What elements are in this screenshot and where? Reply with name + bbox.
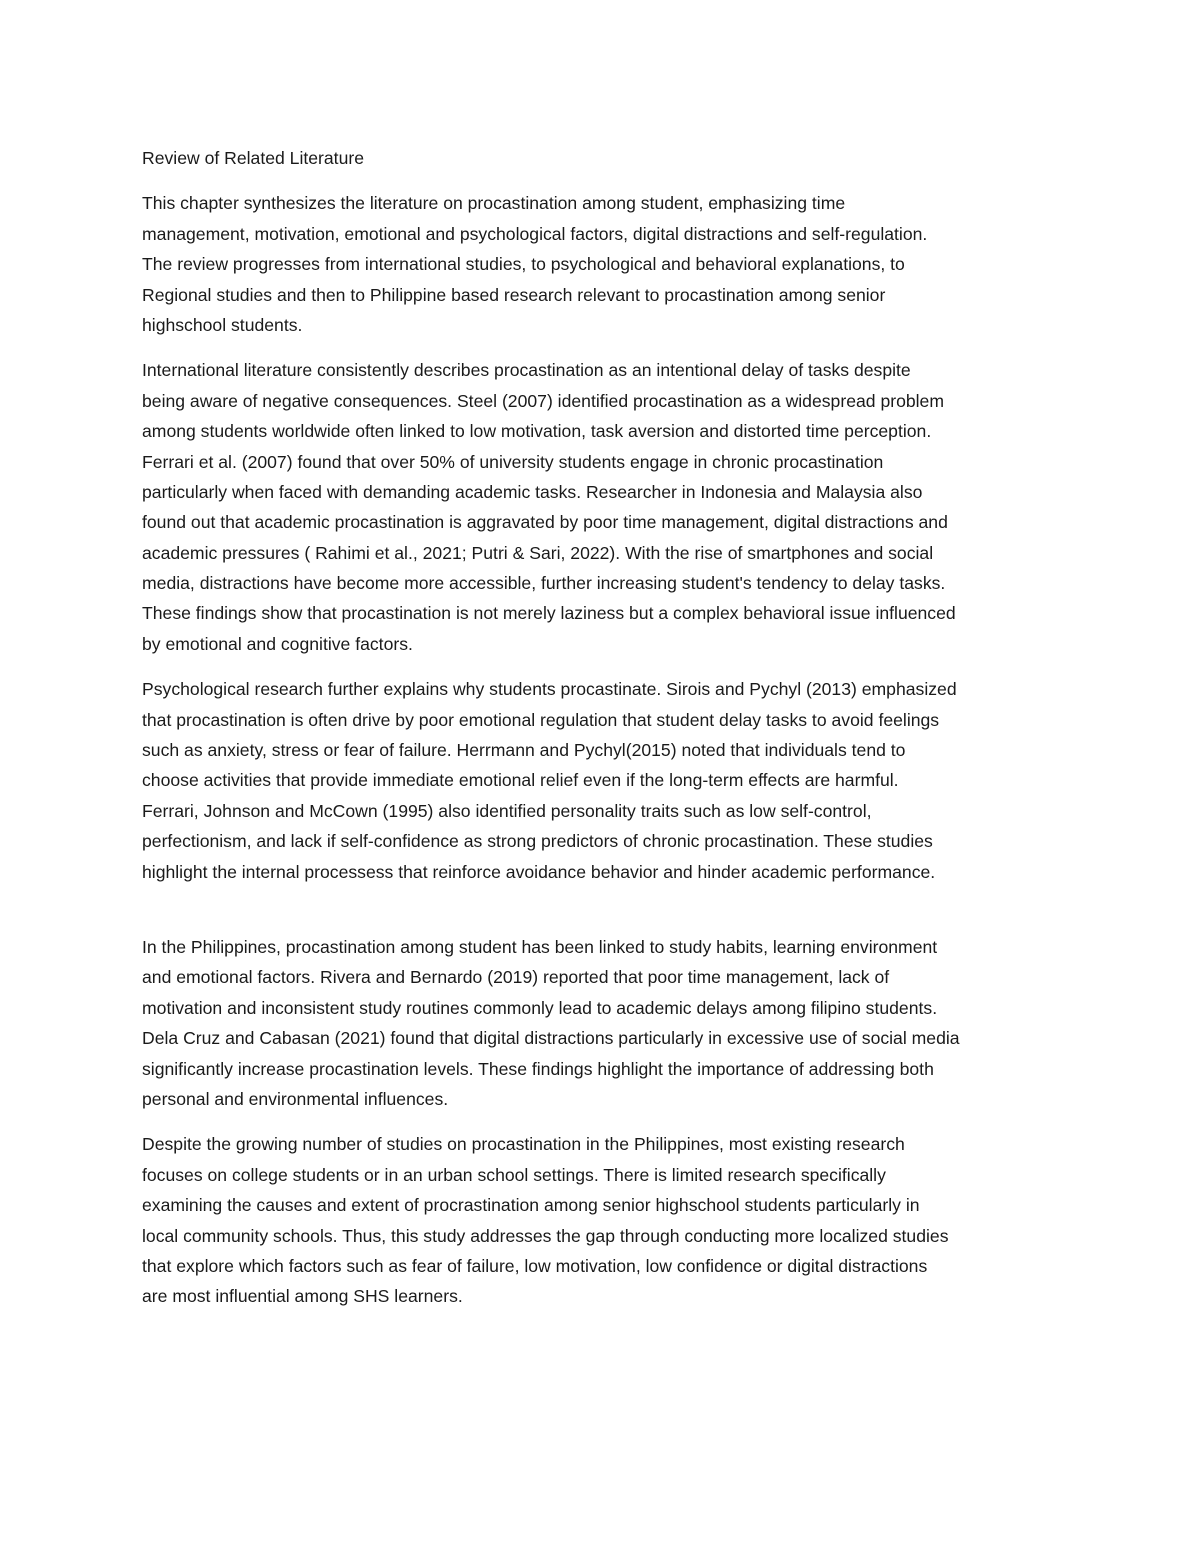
paragraph-psychological [142,674,1062,887]
text-line: academic pressures ( Rahimi et al., 2021; Putri & Sari, 2022). With the rise of smartphones and social [142,542,934,563]
text-line: perfectionism, and lack if self-confidence as strong predictors of chronic procastination. These studies [142,831,933,852]
text-line: management, motivation, emotional and psychological factors, digital distractions and self-regulation. [142,223,928,244]
text-line: local community schools. Thus, this study addresses the gap through conducting more localized studies [142,1225,949,1246]
text-line: significantly increase procastination levels. These findings highlight the importance of addressing both [142,1058,934,1079]
text-line: being aware of negative consequences. Steel (2007) identified procastination as a widespread problem [142,390,945,411]
text-line: by emotional and cognitive factors. [142,633,413,654]
text-line: highschool students. [142,314,303,335]
text-line: International literature consistently describes procastination as an intentional delay of tasks despite [142,360,911,381]
document-body [142,143,1062,1327]
text-line: such as anxiety, stress or fear of failure. Herrmann and Pychyl(2015) noted that individuals tend to [142,740,906,761]
text-line: among students worldwide often linked to low motivation, task aversion and distorted time perception. [142,421,932,442]
paragraph-philippines [142,932,1062,1114]
text-line: that explore which factors such as fear of failure, low motivation, low confidence or digital distractions [142,1255,928,1276]
text-line: Dela Cruz and Cabasan (2021) found that digital distractions particularly in excessive use of social media [142,1028,960,1049]
text-line: personal and environmental influences. [142,1088,449,1109]
text-line: Regional studies and then to Philippine based research relevant to procastination among senior [142,284,886,305]
paragraph-international [142,355,1062,659]
text-line: The review progresses from international studies, to psychological and behavioral explanations, to [142,254,905,275]
text-line: choose activities that provide immediate emotional relief even if the long-term effects are harmful. [142,770,899,791]
text-line: motivation and inconsistent study routines commonly lead to academic delays among filipino students. [142,997,938,1018]
text-line: Psychological research further explains why students procastinate. Sirois and Pychyl (2013) emphasized [142,679,957,700]
text-line: These findings show that procastination is not merely laziness but a complex behavioral issue influenced [142,603,956,624]
text-line: found out that academic procastination is aggravated by poor time management, digital distractions and [142,512,948,533]
text-line: that procastination is often drive by poor emotional regulation that student delay tasks to avoid feelings [142,709,940,730]
text-line: This chapter synthesizes the literature on procastination among student, emphasizing time [142,193,846,214]
text-line: particularly when faced with demanding academic tasks. Researcher in Indonesia and Malaysia also [142,481,923,502]
text-line: Ferrari et al. (2007) found that over 50% of university students engage in chronic procastination [142,451,884,472]
paragraph-intro [142,188,1062,340]
text-line: In the Philippines, procastination among student has been linked to study habits, learning environment [142,936,938,957]
text-line: focuses on college students or in an urban school settings. There is limited research specifically [142,1164,886,1185]
text-line: and emotional factors. Rivera and Bernardo (2019) reported that poor time management, lack of [142,967,890,988]
document-title: Review of Related Literature [142,148,364,168]
text-line: highlight the internal processess that reinforce avoidance behavior and hinder academic performance. [142,861,936,882]
text-line: Despite the growing number of studies on procastination in the Philippines, most existing research [142,1134,905,1155]
paragraph-research-gap [142,1129,1062,1311]
text-line: are most influential among SHS learners. [142,1286,463,1307]
text-line: media, distractions have become more accessible, further increasing student's tendency to delay tasks. [142,573,946,594]
text-line: examining the causes and extent of procrastination among senior highschool students particularly in [142,1195,920,1216]
text-line: Ferrari, Johnson and McCown (1995) also identified personality traits such as low self-control, [142,800,872,821]
